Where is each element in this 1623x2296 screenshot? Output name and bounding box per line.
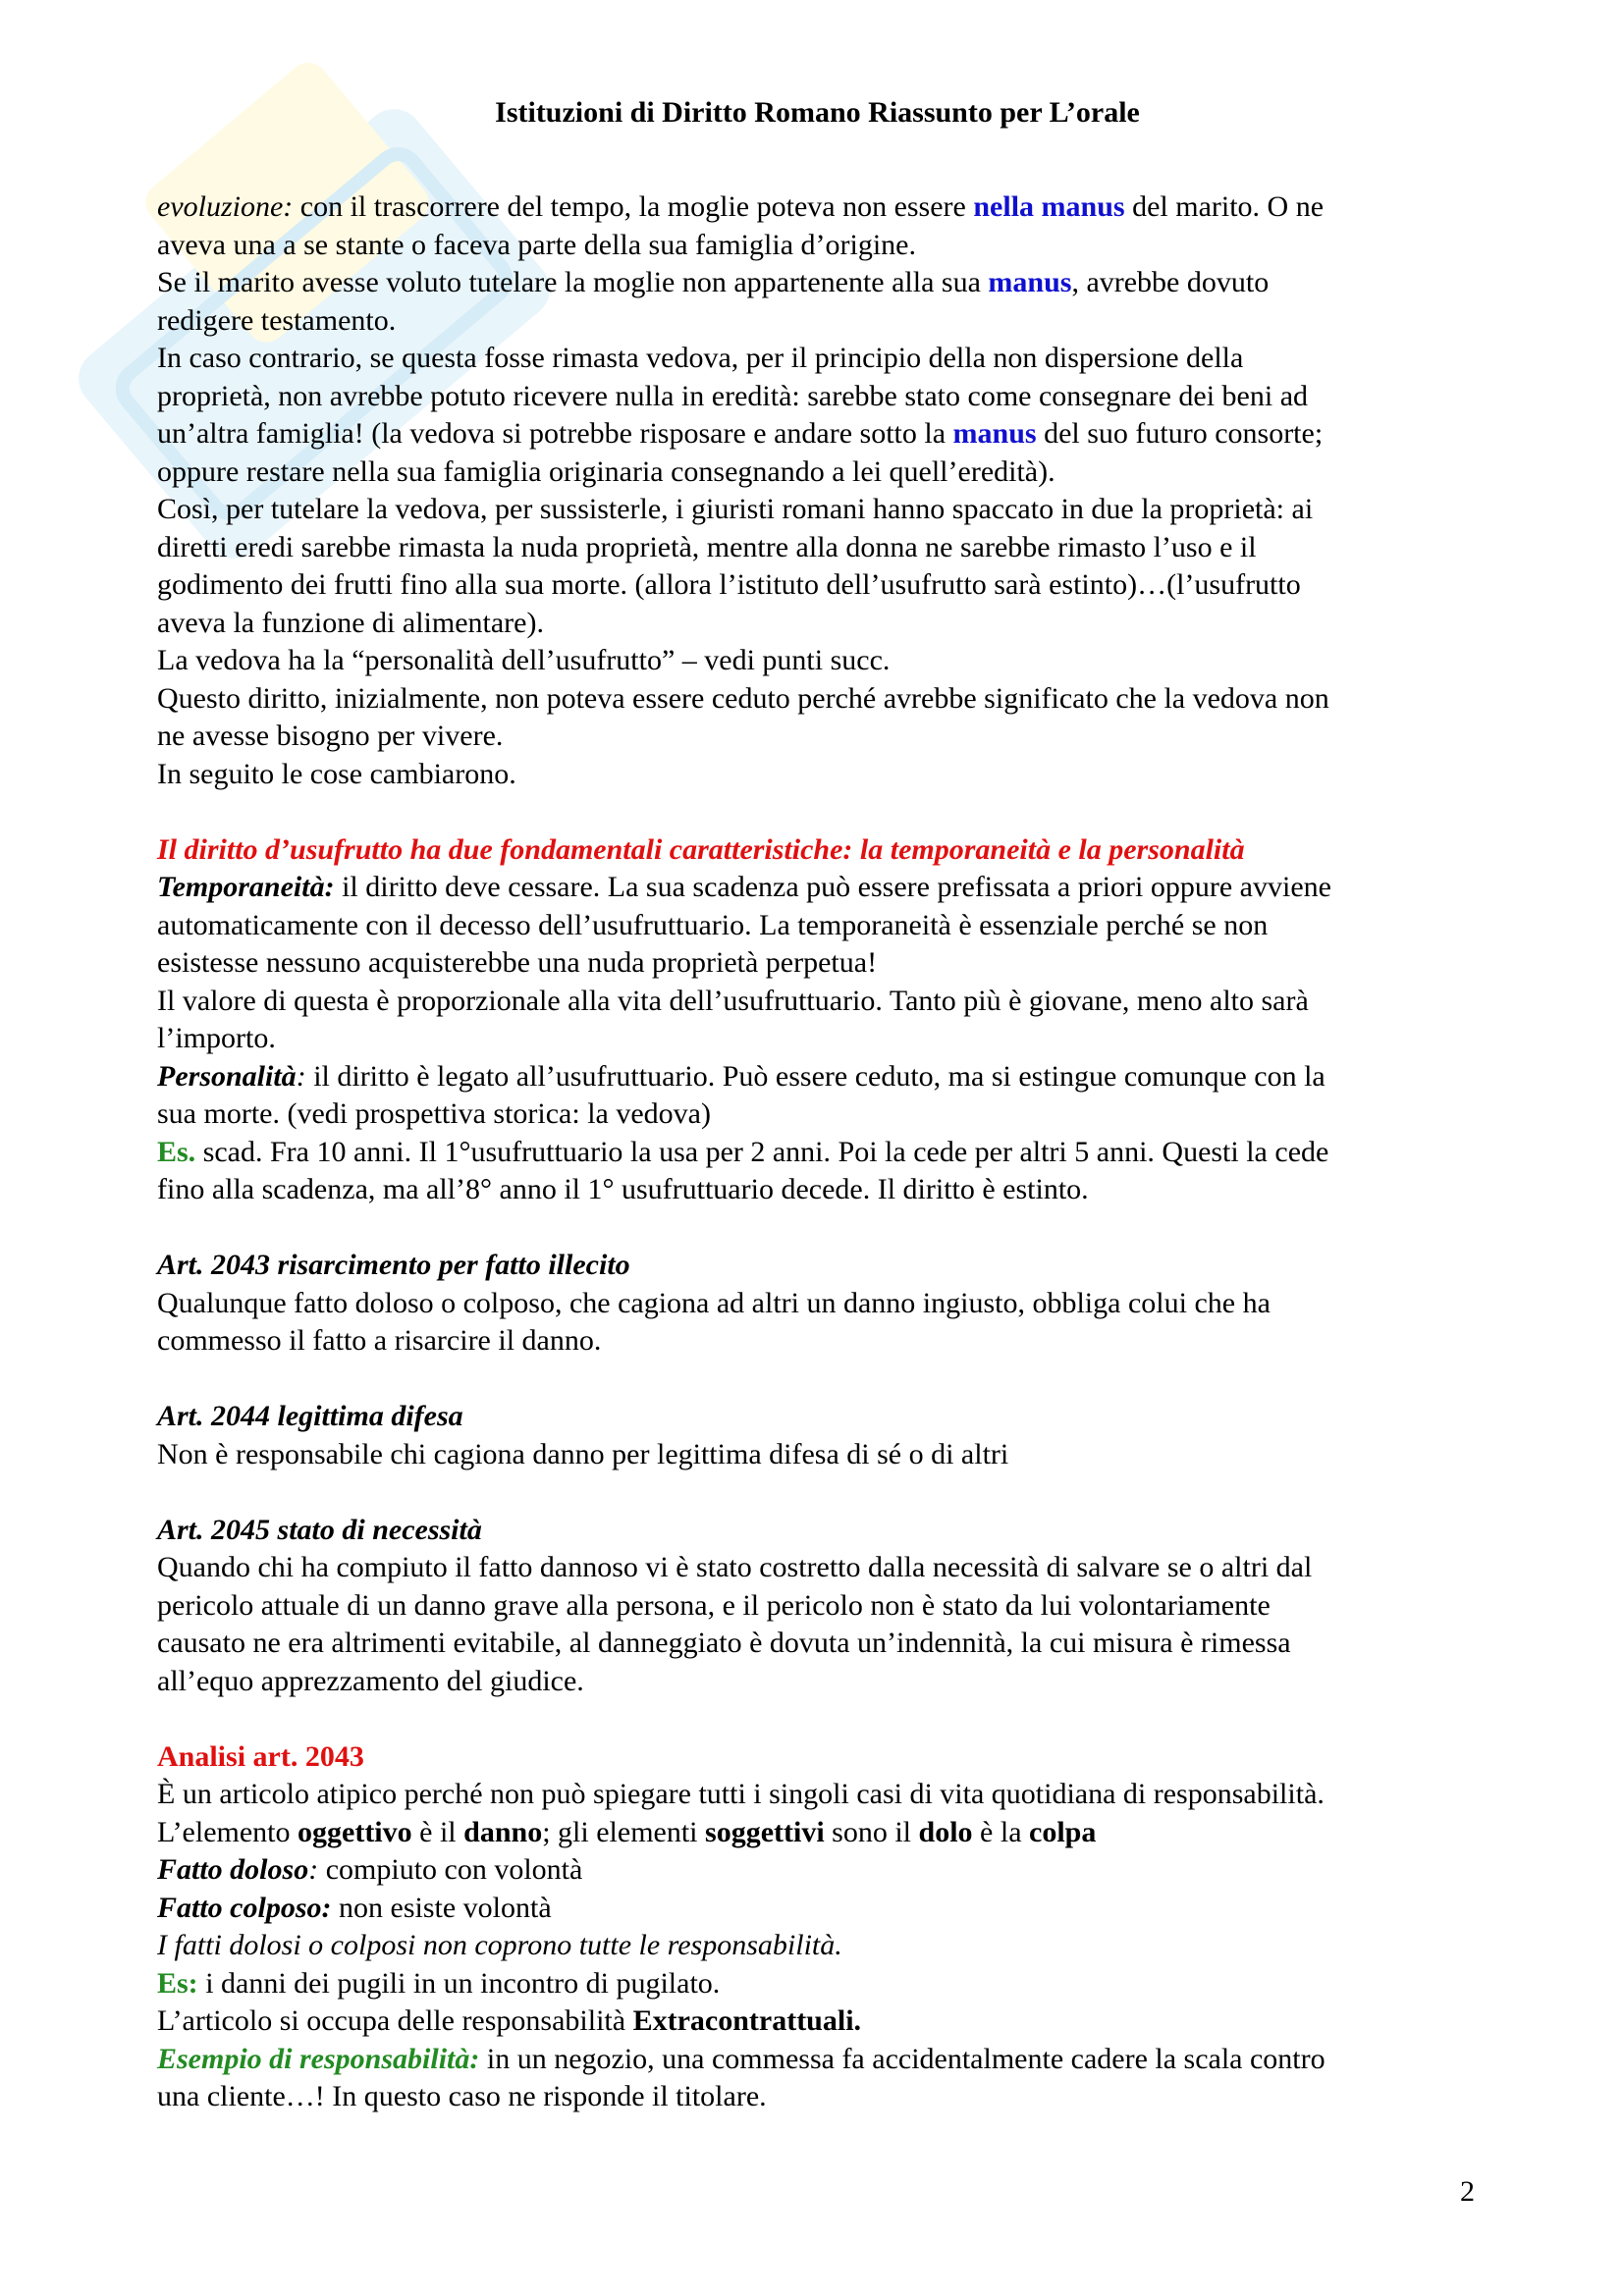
styled-text-run: evoluzione:	[157, 190, 294, 223]
blank-line	[157, 1473, 1492, 1512]
text-run: Qualunque fatto doloso o colposo, che cagiona ad altri un danno ingiusto, obbliga colui che ha	[157, 1286, 1271, 1319]
text-line	[157, 188, 1492, 227]
text-line	[157, 907, 1492, 945]
text-line	[157, 718, 1492, 756]
styled-text-run: Extracontrattuali.	[632, 2004, 862, 2037]
text-run: sua morte. (vedi prospettiva storica: la vedova)	[157, 1097, 711, 1130]
text-line	[157, 1058, 1492, 1096]
document-body	[157, 188, 1492, 2116]
text-line	[157, 1738, 1492, 1777]
text-run: Così, per tutelare la vedova, per sussisterle, i giuristi romani hanno spaccato in due la proprietà: ai	[157, 493, 1314, 525]
text-run: scad. Fra 10 anni. Il 1°usufruttuario la usa per 2 anni. Poi la cede per altri 5 anni. Questi la cede	[195, 1135, 1329, 1168]
text-line	[157, 1776, 1492, 1814]
text-run: , avrebbe dovuto	[1071, 266, 1270, 298]
styled-text-run: Art. 2045 stato di necessità	[157, 1513, 482, 1546]
styled-text-run: Esempio di responsabilità:	[157, 2042, 480, 2075]
text-run: non esiste volontà	[331, 1891, 552, 1924]
text-line	[157, 1322, 1492, 1361]
styled-text-run: manus	[988, 266, 1072, 298]
text-line	[157, 605, 1492, 643]
text-run: aveva una a se stante o faceva parte della sua famiglia d’origine.	[157, 228, 916, 261]
styled-text-run: Temporaneità:	[157, 871, 335, 903]
text-line	[157, 415, 1492, 454]
text-line	[157, 529, 1492, 567]
text-run: redigere testamento.	[157, 303, 397, 337]
text-run: l’importo.	[157, 1022, 276, 1054]
text-line	[157, 1927, 1492, 1965]
text-line	[157, 264, 1492, 302]
text-run: esistesse nessuno acquisterebbe una nuda proprietà perpetua!	[157, 946, 878, 979]
page-title: Istituzioni di Diritto Romano Riassunto per L’orale	[495, 96, 1140, 129]
text-run: aveva la funzione di alimentare).	[157, 606, 544, 639]
text-run: i danni dei pugili in un incontro di pugilato.	[197, 1966, 721, 2000]
styled-text-run: Fatto colposo:	[157, 1891, 332, 1924]
styled-text-run: :	[308, 1853, 319, 1886]
text-run: ne avesse bisogno per vivere.	[157, 720, 504, 752]
text-run: è la	[972, 1815, 1030, 1848]
text-run: ; gli elementi	[542, 1815, 706, 1848]
text-line	[157, 756, 1492, 794]
blank-line	[157, 1361, 1492, 1399]
text-line	[157, 831, 1492, 870]
text-line	[157, 1851, 1492, 1890]
text-line	[157, 1171, 1492, 1209]
text-run: godimento dei frutti fino alla sua morte. (allora l’istituto dell’usufrutto sarà estinto)…(l’usufrutto	[157, 568, 1301, 601]
text-line	[157, 1247, 1492, 1285]
text-line	[157, 2041, 1492, 2079]
text-run: L’articolo si occupa delle responsabilità	[157, 2004, 633, 2037]
text-line	[157, 340, 1492, 378]
text-line	[157, 2002, 1492, 2041]
styled-text-run: I fatti dolosi o colposi non coprono tutte le responsabilità.	[157, 1929, 842, 1961]
text-run: in un negozio, una commessa fa accidentalmente cadere la scala contro	[479, 2042, 1325, 2075]
text-line	[157, 1663, 1492, 1701]
text-line	[157, 944, 1492, 983]
text-run: fino alla scadenza, ma all’8° anno il 1° usufruttuario decede. Il diritto è estinto.	[157, 1173, 1089, 1205]
text-run: all’equo apprezzamento del giudice.	[157, 1664, 584, 1697]
text-line	[157, 983, 1492, 1021]
text-line	[157, 491, 1492, 529]
styled-text-run: colpa	[1029, 1815, 1097, 1848]
text-line	[157, 566, 1492, 605]
styled-text-run: Personalità	[157, 1059, 297, 1093]
text-line	[157, 1095, 1492, 1134]
text-line	[157, 1020, 1492, 1058]
text-run: Il valore di questa è proporzionale alla vita dell’usufruttuario. Tanto più è giovane, meno alto sarà	[157, 984, 1309, 1017]
styled-text-run: Es.	[157, 1135, 196, 1168]
text-run: proprietà, non avrebbe potuto ricevere nulla in eredità: sarebbe stato come consegnare dei beni ad	[157, 379, 1309, 412]
text-run: Questo diritto, inizialmente, non poteva essere ceduto perché avrebbe significato che la vedova non	[157, 681, 1329, 715]
text-run: In caso contrario, se questa fosse rimasta vedova, per il principio della non dispersione della	[157, 342, 1244, 374]
styled-text-run: Il diritto d’usufrutto ha due fondamentali caratteristiche: la temporaneità e la personalità	[157, 832, 1245, 866]
text-run: automaticamente con il decesso dell’usufruttuario. La temporaneità è essenziale perché se non	[157, 908, 1269, 941]
text-line	[157, 1549, 1492, 1587]
text-run: diretti eredi sarebbe rimasta la nuda proprietà, mentre alla donna ne sarebbe rimasto l’uso e il	[157, 530, 1257, 563]
text-run: Non è responsabile chi cagiona danno per legittima difesa di sé o di altri	[157, 1437, 1009, 1470]
text-run: causato ne era altrimenti evitabile, al danneggiato è dovuta un’indennità, la cui misura è rimessa	[157, 1627, 1291, 1659]
text-run: sono il	[824, 1815, 919, 1848]
text-line	[157, 227, 1492, 265]
text-run: il diritto deve cessare. La sua scadenza può essere prefissata a priori oppure avviene	[334, 871, 1331, 903]
styled-text-run: :	[296, 1059, 306, 1093]
text-line	[157, 1436, 1492, 1474]
text-line	[157, 1625, 1492, 1663]
text-run: oppure restare nella sua famiglia originaria consegnando a lei quell’eredità).	[157, 454, 1055, 488]
text-run: pericolo attuale di un danno grave alla persona, e il pericolo non è stato da lui volontariamente	[157, 1588, 1271, 1622]
text-run: con il trascorrere del tempo, la moglie poteva non essere	[293, 190, 974, 223]
text-run: del marito. O ne	[1124, 190, 1325, 223]
blank-line	[157, 1700, 1492, 1738]
styled-text-run: danno	[463, 1815, 543, 1848]
text-line	[157, 454, 1492, 492]
text-line	[157, 1587, 1492, 1626]
text-line	[157, 1512, 1492, 1550]
page-number: 2	[1460, 2175, 1475, 2208]
styled-text-run: Fatto doloso	[157, 1853, 309, 1886]
text-line	[157, 680, 1492, 719]
blank-line	[157, 1209, 1492, 1248]
text-line	[157, 378, 1492, 416]
text-line	[157, 302, 1492, 341]
text-run: del suo futuro consorte;	[1036, 417, 1324, 450]
styled-text-run: nella manus	[973, 190, 1125, 223]
styled-text-run: Analisi art. 2043	[157, 1739, 364, 1773]
styled-text-run: soggettivi	[705, 1815, 825, 1848]
blank-line	[157, 793, 1492, 831]
styled-text-run: Art. 2044 legittima difesa	[157, 1400, 463, 1432]
text-line	[157, 1134, 1492, 1172]
styled-text-run: manus	[952, 417, 1037, 450]
text-line	[157, 642, 1492, 680]
text-line	[157, 1965, 1492, 2003]
text-line	[157, 2078, 1492, 2116]
text-run: un’altra famiglia! (la vedova si potrebbe risposare e andare sotto la	[157, 417, 953, 450]
text-line	[157, 1398, 1492, 1436]
text-run: Quando chi ha compiuto il fatto dannoso vi è stato costretto dalla necessità di salvare se o altri dal	[157, 1551, 1313, 1583]
styled-text-run: oggettivo	[298, 1815, 412, 1848]
text-line	[157, 869, 1492, 907]
text-run: è il	[411, 1815, 464, 1848]
text-run: commesso il fatto a risarcire il danno.	[157, 1324, 602, 1357]
text-line	[157, 1890, 1492, 1928]
text-line	[157, 1285, 1492, 1323]
text-line	[157, 1814, 1492, 1852]
text-run: È un articolo atipico perché non può spiegare tutti i singoli casi di vita quotidiana di responsabilità.	[157, 1778, 1325, 1810]
text-run: In seguito le cose cambiarono.	[157, 757, 516, 790]
text-run: L’elemento	[157, 1815, 298, 1848]
text-run: il diritto è legato all’usufruttuario. Può essere ceduto, ma si estingue comunque con la	[305, 1059, 1325, 1093]
styled-text-run: dolo	[918, 1815, 973, 1848]
text-run: La vedova ha la “personalità dell’usufrutto” – vedi punti succ.	[157, 644, 891, 676]
styled-text-run: Es:	[157, 1966, 198, 2000]
styled-text-run: Art. 2043 risarcimento per fatto illecito	[157, 1249, 630, 1281]
text-run: una cliente…! In questo caso ne risponde il titolare.	[157, 2080, 767, 2112]
text-run: compiuto con volontà	[318, 1853, 583, 1886]
text-run: Se il marito avesse voluto tutelare la moglie non appartenente alla sua	[157, 266, 989, 298]
